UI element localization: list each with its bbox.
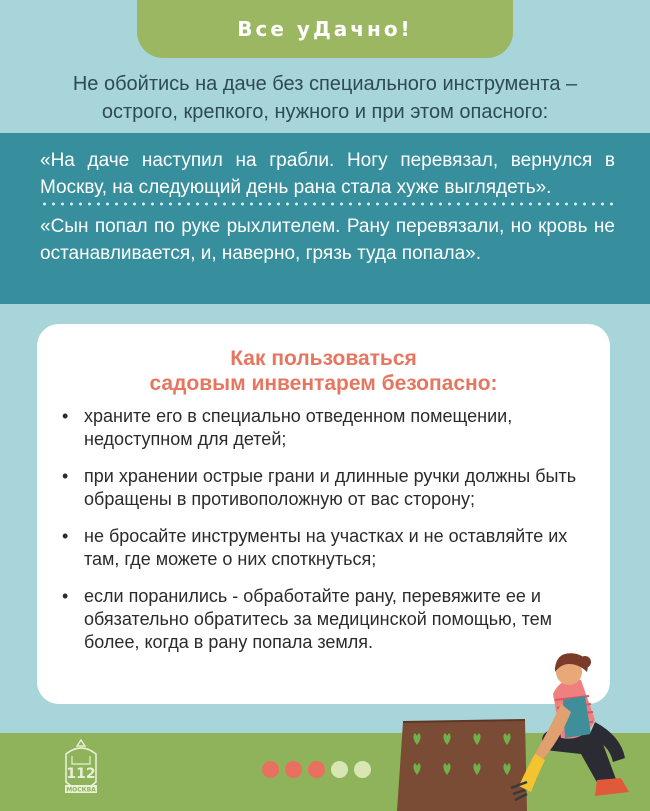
title-banner [137,0,513,58]
list-item [62,525,582,571]
card-title-line-2: садовым инвентарем безопасно: [149,372,498,395]
page-dot[interactable] [308,761,325,778]
logo-number: 112 [66,766,96,782]
list-item-text: храните его в специально отведенном помещении, недоступном для детей; [84,406,513,449]
list-item [62,585,582,654]
safety-tips-list [62,405,582,668]
page-dot[interactable] [331,761,348,778]
bullet-icon: • [62,526,69,546]
card-title-line-1: Как пользоваться [230,347,417,370]
intro-text [20,70,630,126]
logo-city: МОСКВА [66,786,96,794]
dotted-divider [40,202,615,206]
page-dot[interactable] [354,761,371,778]
list-item-text: если поранились - обработайте рану, перевяжите ее и обязательно обратитесь за медицинской помощью, тем более, когда в рану попала земля. [84,586,553,652]
bullet-icon: • [62,586,69,606]
card-title [37,346,610,396]
list-item [62,465,582,511]
bullet-icon: • [62,406,69,426]
page-dot[interactable] [262,761,279,778]
moscow-112-logo-icon [58,738,104,798]
gardener-illustration-icon [385,650,650,811]
intro-line-1: Не обойтись на даче без специального инструмента – [72,73,578,95]
list-item [62,405,582,451]
list-item-text: при хранении острые грани и длинные ручки должны быть обращены в противоположную от вас сторону; [84,466,577,509]
page-dot[interactable] [285,761,302,778]
intro-line-2: острого, крепкого, нужного и при этом опасного: [101,101,549,123]
list-item-text: не бросайте инструменты на участках и не оставляйте их там, где можете о них споткнуться; [84,526,568,569]
quote-1: «На даче наступил на грабли. Ногу перевязал, вернулся в Москву, на следующий день рана стала хуже выглядеть». [40,150,615,198]
quote-2: «Сын попал по руке рыхлителем. Рану перевязали, но кровь не останавливается, и, наверно, грязь туда попала». [40,216,615,264]
page-indicator [262,761,371,778]
page-title: Все уДачно! [237,17,413,41]
bullet-icon: • [62,466,69,486]
